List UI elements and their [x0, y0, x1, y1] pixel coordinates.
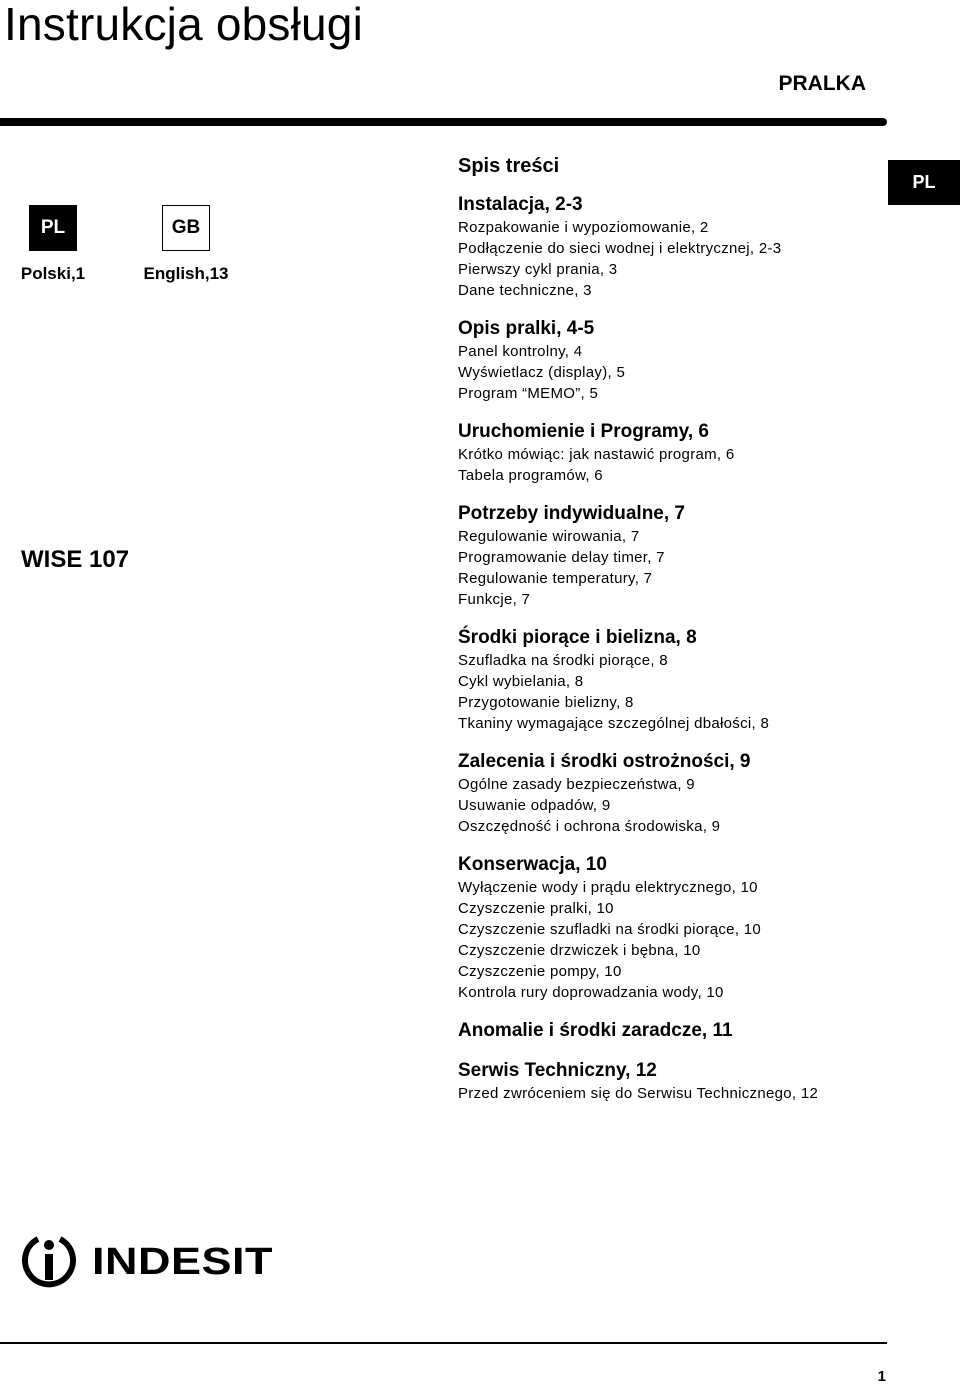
toc-section-heading[interactable]: Anomalie i środki zaradcze, 11	[458, 1020, 733, 1041]
toc-section	[458, 317, 938, 404]
toc-entry[interactable]: Regulowanie wirowania, 7	[458, 528, 640, 545]
toc-entry[interactable]: Oszczędność i ochrona środowiska, 9	[458, 818, 721, 835]
toc-entry[interactable]: Ogólne zasady bezpieczeństwa, 9	[458, 776, 695, 793]
toc-section-heading[interactable]: Środki piorące i bielizna, 8	[458, 627, 697, 648]
toc-section	[458, 502, 938, 610]
toc-entry[interactable]: Czyszczenie pralki, 10	[458, 900, 614, 917]
toc-entry[interactable]: Krótko mówiąc: jak nastawić program, 6	[458, 446, 735, 463]
toc-entry[interactable]: Tkaniny wymagające szczególnej dbałości, 8	[458, 715, 770, 732]
brand-logo	[20, 1230, 273, 1292]
language-corner-tab: PL	[888, 160, 960, 205]
toc-entry[interactable]: Wyłączenie wody i prądu elektrycznego, 10	[458, 879, 758, 896]
toc-entry[interactable]: Czyszczenie pompy, 10	[458, 963, 622, 980]
language-code-badge: PL	[29, 205, 77, 251]
toc-entry[interactable]: Przygotowanie bielizny, 8	[458, 694, 634, 711]
toc-section-heading[interactable]: Konserwacja, 10	[458, 854, 607, 875]
toc-entry[interactable]: Dane techniczne, 3	[458, 282, 592, 299]
toc-section	[458, 193, 938, 301]
toc-section	[458, 626, 938, 734]
page-title: Instrukcja obsługi	[4, 0, 363, 50]
language-link-english[interactable]	[140, 205, 232, 284]
toc-section-heading[interactable]: Uruchomienie i Programy, 6	[458, 421, 709, 442]
header-divider	[0, 118, 887, 126]
toc-section-heading[interactable]: Opis pralki, 4-5	[458, 318, 595, 339]
toc-entry[interactable]: Wyświetlacz (display), 5	[458, 364, 626, 381]
toc-entry[interactable]: Cykl wybielania, 8	[458, 673, 584, 690]
model-name: WISE 107	[21, 546, 130, 573]
toc-entry[interactable]: Czyszczenie szufladki na środki piorące, 10	[458, 921, 762, 938]
indesit-logo-icon	[20, 1230, 78, 1292]
language-label: Polski,1	[20, 264, 86, 283]
toc-entry[interactable]: Tabela programów, 6	[458, 467, 603, 484]
toc-section-heading[interactable]: Serwis Techniczny, 12	[458, 1060, 657, 1081]
footer-divider	[0, 1342, 887, 1344]
language-link-polish[interactable]	[18, 205, 88, 284]
toc-section	[458, 750, 938, 837]
toc-section	[458, 1019, 938, 1043]
product-type: PRALKA	[778, 72, 866, 95]
toc-entry[interactable]: Usuwanie odpadów, 9	[458, 797, 611, 814]
toc-entry[interactable]: Pierwszy cykl prania, 3	[458, 261, 618, 278]
language-label: English,13	[143, 264, 229, 283]
toc-section	[458, 420, 938, 486]
toc-title: Spis treści	[458, 155, 560, 177]
toc-section	[458, 853, 938, 1003]
table-of-contents	[458, 153, 938, 1120]
toc-entry[interactable]: Podłączenie do sieci wodnej i elektrycznej, 2-3	[458, 240, 782, 257]
brand-wordmark: INDESIT	[92, 1238, 274, 1283]
language-code-badge: GB	[162, 205, 210, 251]
toc-section	[458, 1059, 938, 1104]
toc-section-heading[interactable]: Zalecenia i środki ostrożności, 9	[458, 751, 751, 772]
toc-entry[interactable]: Regulowanie temperatury, 7	[458, 570, 653, 587]
toc-entry[interactable]: Funkcje, 7	[458, 591, 531, 608]
toc-section-heading[interactable]: Instalacja, 2-3	[458, 194, 583, 215]
toc-entry[interactable]: Przed zwróceniem się do Serwisu Technicznego, 12	[458, 1085, 819, 1102]
toc-entry[interactable]: Program “MEMO”, 5	[458, 385, 599, 402]
toc-entry[interactable]: Programowanie delay timer, 7	[458, 549, 665, 566]
toc-entry[interactable]: Szufladka na środki piorące, 8	[458, 652, 668, 669]
toc-section-heading[interactable]: Potrzeby indywidualne, 7	[458, 503, 685, 524]
toc-entry[interactable]: Czyszczenie drzwiczek i bębna, 10	[458, 942, 701, 959]
toc-entry[interactable]: Kontrola rury doprowadzania wody, 10	[458, 984, 724, 1001]
toc-entry[interactable]: Panel kontrolny, 4	[458, 343, 583, 360]
page-number: 1	[877, 1368, 886, 1385]
toc-entry[interactable]: Rozpakowanie i wypoziomowanie, 2	[458, 219, 709, 236]
